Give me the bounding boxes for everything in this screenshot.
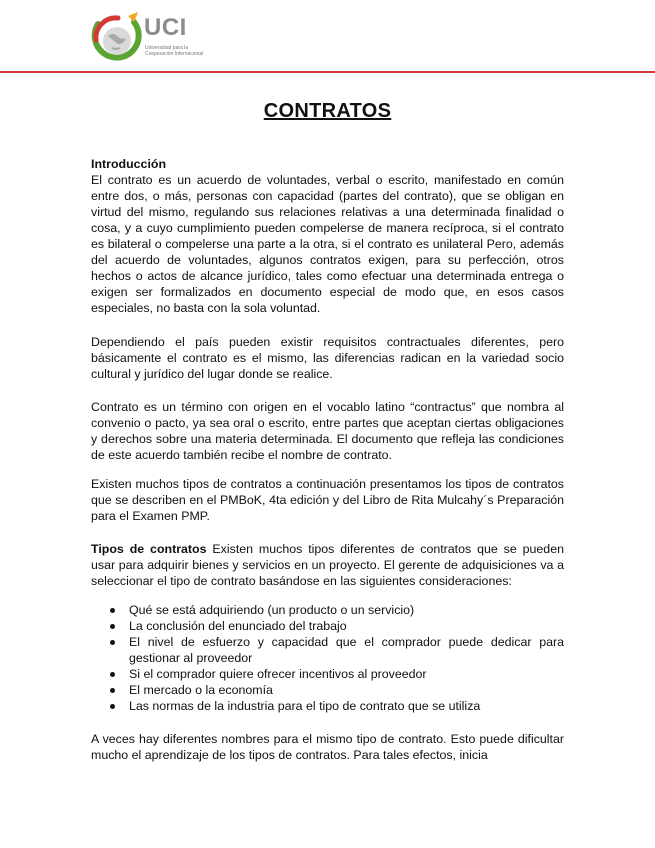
list-item-text: Si el comprador quiere ofrecer incentivos al proveedor [129,667,427,681]
logo-subtitle-line-2: Cooperación Internacional [145,51,204,57]
list-item-text: El mercado o la economía [129,683,273,697]
list-item [91,602,564,618]
uci-logo [88,10,228,66]
list-item-text: Las normas de la industria para el tipo de contrato que se utiliza [129,699,481,713]
bullet-icon [110,704,115,709]
bullet-icon [110,608,115,613]
intro-paragraph-4: Existen muchos tipos de contratos a continuación presentamos los tipos de contratos que se describen en el PMBoK, 4ta edición y del Libro de Rita Mulcahy´s Preparación para el Examen PMP. [91,477,564,523]
document-body [91,156,564,763]
list-item [91,618,564,634]
logo-text: UCI [144,14,187,41]
list-item-text: Qué se está adquiriendo (un producto o un servicio) [129,603,415,617]
page-title: CONTRATOS [263,100,392,122]
page-header [0,0,655,74]
logo-subtitle-line-1: Universidad para la [145,45,189,51]
list-item [91,666,564,682]
bullet-icon [110,624,115,629]
list-item [91,698,564,714]
intro-paragraph-3: Contrato es un término con origen en el vocablo latino “contractus” que nombra al convenio o pacto, ya sea oral o escrito, entre partes que aceptan ciertas obligaciones y derechos sobre una materia determinada. El documento que refleja las condiciones de este acuerdo también recibe el nombre de contrato. [91,400,564,462]
tipos-text: Existen muchos tipos diferentes de contratos que se pueden usar para adquirir bienes y servicios en un proyecto. El gerente de adquisiciones va a seleccionar el tipo de contrato basándose en las siguientes consideraciones: [91,542,564,588]
list-item [91,682,564,698]
logo-subtitle [145,45,235,57]
list-item-text: La conclusión del enunciado del trabajo [129,619,347,633]
bullet-icon [110,688,115,693]
bullet-icon [110,672,115,677]
list-item-text: El nivel de esfuerzo y capacidad que el comprador puede dedicar para gestionar al proveedor [129,635,564,665]
bullet-icon [110,640,115,645]
globe-logo-icon [88,10,144,66]
intro-heading: Introducción [91,157,167,171]
tipos-paragraph [91,541,564,589]
considerations-list [91,602,564,714]
intro-paragraph-1: El contrato es un acuerdo de voluntades, verbal o escrito, manifestado en común entre dos, o más, personas con capacidad (partes del contrato), que se obligan en virtud del mismo, regulando sus relaciones relativas a una determinada finalidad o cosa, y a cuyo cumplimiento pueden compelerse de manera recíproca, si el contrato es bilateral o compelerse una parte a la otra, si el contrato es unilateral Pero, además del acuerdo de voluntades, algunos contratos exigen, para su perfección, otros hechos o actos de alcance jurídico, tales como efectuar una determinada entrega o exigen ser formalizados en documento especial de modo que, en esos casos especiales, no basta con la sola voluntad. [91,173,564,315]
header-divider [0,71,655,73]
list-item [91,634,564,666]
tipos-heading: Tipos de contratos [91,542,207,556]
closing-paragraph: A veces hay diferentes nombres para el mismo tipo de contrato. Esto puede dificultar mucho el aprendizaje de los tipos de contratos. Para tales efectos, inicia [91,732,564,762]
intro-paragraph-2: Dependiendo el país pueden existir requisitos contractuales diferentes, pero básicamente el contrato es el mismo, las diferencias radican en la variedad socio cultural y jurídico del lugar donde se realice. [91,335,564,381]
